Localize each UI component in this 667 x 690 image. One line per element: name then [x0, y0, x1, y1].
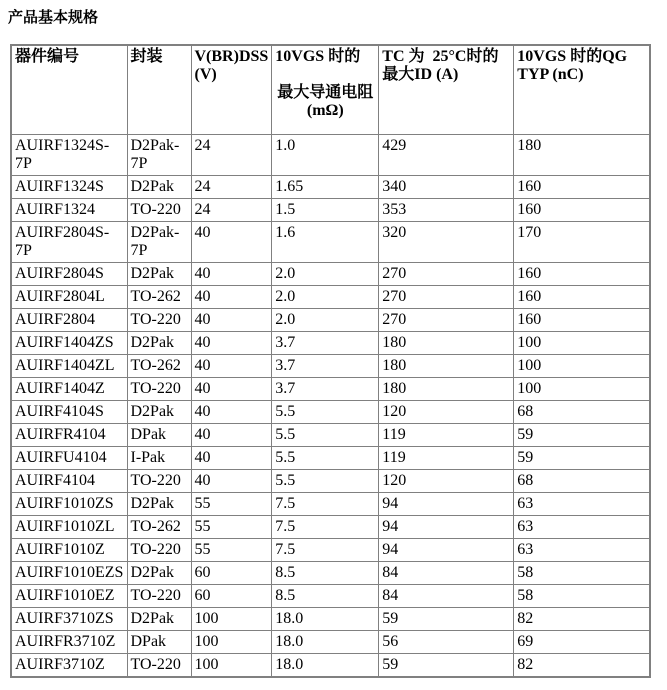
table-row — [11, 562, 650, 585]
cell-qg-typ: 63 — [514, 516, 650, 539]
cell-max-id: 353 — [379, 199, 514, 222]
cell-rdson: 5.5 — [272, 424, 379, 447]
cell-max-id: 429 — [379, 135, 514, 176]
cell-package: TO-220 — [127, 654, 191, 678]
cell-part-number: AUIRF3710ZS — [11, 608, 127, 631]
cell-max-id: 94 — [379, 493, 514, 516]
cell-part-number: AUIRF3710Z — [11, 654, 127, 678]
cell-max-id: 119 — [379, 424, 514, 447]
cell-package: D2Pak-7P — [127, 135, 191, 176]
cell-max-id: 180 — [379, 378, 514, 401]
cell-package: TO-220 — [127, 585, 191, 608]
cell-qg-typ: 160 — [514, 263, 650, 286]
cell-max-id: 94 — [379, 539, 514, 562]
cell-part-number: AUIRF1010EZ — [11, 585, 127, 608]
cell-package: DPak — [127, 424, 191, 447]
cell-qg-typ: 63 — [514, 493, 650, 516]
cell-qg-typ: 59 — [514, 424, 650, 447]
cell-part-number: AUIRF1324 — [11, 199, 127, 222]
cell-max-id: 120 — [379, 401, 514, 424]
cell-part-number: AUIRFU4104 — [11, 447, 127, 470]
table-row — [11, 286, 650, 309]
cell-vbrdss: 100 — [191, 608, 272, 631]
header-line: 10VGS 时的 — [275, 48, 361, 65]
cell-part-number: AUIRF1010ZS — [11, 493, 127, 516]
table-row — [11, 608, 650, 631]
table-row — [11, 199, 650, 222]
table-row — [11, 309, 650, 332]
cell-package: TO-262 — [127, 286, 191, 309]
cell-rdson: 2.0 — [272, 263, 379, 286]
cell-package: D2Pak — [127, 608, 191, 631]
cell-vbrdss: 40 — [191, 309, 272, 332]
cell-max-id: 180 — [379, 332, 514, 355]
cell-max-id: 84 — [379, 585, 514, 608]
cell-package: DPak — [127, 631, 191, 654]
cell-part-number: AUIRF1010EZS — [11, 562, 127, 585]
cell-qg-typ: 63 — [514, 539, 650, 562]
header-line: V(BR)DSS — [194, 48, 269, 65]
column-header-qg-typ — [514, 45, 650, 135]
header-line: (mΩ) — [306, 102, 344, 119]
cell-vbrdss: 40 — [191, 222, 272, 263]
cell-rdson: 1.6 — [272, 222, 379, 263]
cell-package: TO-220 — [127, 470, 191, 493]
cell-vbrdss: 40 — [191, 401, 272, 424]
table-row — [11, 539, 650, 562]
column-header-rdson — [272, 45, 379, 135]
cell-part-number: AUIRF2804L — [11, 286, 127, 309]
cell-qg-typ: 82 — [514, 608, 650, 631]
cell-max-id: 270 — [379, 309, 514, 332]
cell-vbrdss: 55 — [191, 516, 272, 539]
cell-package: I-Pak — [127, 447, 191, 470]
product-spec-table — [10, 44, 651, 678]
cell-qg-typ: 59 — [514, 447, 650, 470]
table-row — [11, 654, 650, 678]
cell-qg-typ: 58 — [514, 585, 650, 608]
cell-part-number: AUIRF1010ZL — [11, 516, 127, 539]
cell-rdson: 7.5 — [272, 539, 379, 562]
cell-package: D2Pak-7P — [127, 222, 191, 263]
cell-rdson: 5.5 — [272, 401, 379, 424]
cell-rdson: 1.0 — [272, 135, 379, 176]
table-row — [11, 332, 650, 355]
cell-vbrdss: 40 — [191, 332, 272, 355]
cell-vbrdss: 40 — [191, 355, 272, 378]
table-row — [11, 631, 650, 654]
cell-rdson: 2.0 — [272, 309, 379, 332]
cell-rdson: 3.7 — [272, 378, 379, 401]
table-header — [11, 45, 650, 135]
column-header-max-id — [379, 45, 514, 135]
cell-package: TO-220 — [127, 378, 191, 401]
cell-rdson: 8.5 — [272, 585, 379, 608]
cell-part-number: AUIRF1404ZL — [11, 355, 127, 378]
header-line: 器件编号 — [15, 48, 80, 65]
column-header-package — [127, 45, 191, 135]
cell-vbrdss: 100 — [191, 631, 272, 654]
header-line: 封装 — [130, 48, 163, 65]
cell-part-number: AUIRF1404Z — [11, 378, 127, 401]
cell-part-number: AUIRF2804S — [11, 263, 127, 286]
cell-package: D2Pak — [127, 562, 191, 585]
cell-package: D2Pak — [127, 401, 191, 424]
cell-qg-typ: 100 — [514, 378, 650, 401]
cell-vbrdss: 40 — [191, 447, 272, 470]
cell-rdson: 8.5 — [272, 562, 379, 585]
cell-qg-typ: 180 — [514, 135, 650, 176]
cell-qg-typ: 160 — [514, 176, 650, 199]
table-row — [11, 516, 650, 539]
cell-part-number: AUIRF4104S — [11, 401, 127, 424]
cell-max-id: 270 — [379, 263, 514, 286]
cell-package: D2Pak — [127, 332, 191, 355]
cell-vbrdss: 55 — [191, 539, 272, 562]
cell-qg-typ: 58 — [514, 562, 650, 585]
cell-rdson: 1.65 — [272, 176, 379, 199]
header-line: 最大导通电阻 — [277, 84, 374, 101]
cell-vbrdss: 40 — [191, 470, 272, 493]
cell-rdson: 18.0 — [272, 654, 379, 678]
cell-rdson: 3.7 — [272, 332, 379, 355]
cell-max-id: 180 — [379, 355, 514, 378]
cell-rdson: 3.7 — [272, 355, 379, 378]
column-header-vbrdss — [191, 45, 272, 135]
cell-part-number: AUIRF4104 — [11, 470, 127, 493]
cell-rdson: 1.5 — [272, 199, 379, 222]
header-line: TC 为 25°C时的 — [382, 48, 499, 65]
table-row — [11, 176, 650, 199]
cell-max-id: 270 — [379, 286, 514, 309]
table-row — [11, 585, 650, 608]
cell-part-number: AUIRF1404ZS — [11, 332, 127, 355]
cell-rdson: 2.0 — [272, 286, 379, 309]
cell-vbrdss: 40 — [191, 286, 272, 309]
cell-package: D2Pak — [127, 493, 191, 516]
cell-qg-typ: 68 — [514, 401, 650, 424]
cell-qg-typ: 160 — [514, 199, 650, 222]
cell-vbrdss: 40 — [191, 378, 272, 401]
cell-package: TO-262 — [127, 355, 191, 378]
cell-max-id: 59 — [379, 654, 514, 678]
cell-part-number: AUIRF1324S-7P — [11, 135, 127, 176]
table-row — [11, 263, 650, 286]
cell-vbrdss: 40 — [191, 424, 272, 447]
cell-vbrdss: 24 — [191, 176, 272, 199]
cell-qg-typ: 69 — [514, 631, 650, 654]
table-row — [11, 222, 650, 263]
cell-max-id: 340 — [379, 176, 514, 199]
table-row — [11, 355, 650, 378]
table-row — [11, 378, 650, 401]
cell-max-id: 56 — [379, 631, 514, 654]
cell-max-id: 84 — [379, 562, 514, 585]
table-row — [11, 493, 650, 516]
cell-part-number: AUIRF2804 — [11, 309, 127, 332]
cell-rdson: 5.5 — [272, 447, 379, 470]
cell-max-id: 119 — [379, 447, 514, 470]
table-row — [11, 135, 650, 176]
cell-qg-typ: 160 — [514, 309, 650, 332]
cell-qg-typ: 160 — [514, 286, 650, 309]
cell-part-number: AUIRF1010Z — [11, 539, 127, 562]
cell-package: TO-220 — [127, 539, 191, 562]
cell-max-id: 59 — [379, 608, 514, 631]
cell-vbrdss: 40 — [191, 263, 272, 286]
header-line: TYP (nC) — [517, 66, 584, 83]
cell-package: D2Pak — [127, 263, 191, 286]
cell-max-id: 120 — [379, 470, 514, 493]
table-body — [11, 135, 650, 678]
cell-vbrdss: 24 — [191, 199, 272, 222]
cell-package: D2Pak — [127, 176, 191, 199]
cell-vbrdss: 60 — [191, 585, 272, 608]
cell-qg-typ: 100 — [514, 332, 650, 355]
cell-package: TO-220 — [127, 199, 191, 222]
cell-qg-typ: 68 — [514, 470, 650, 493]
table-header-row — [11, 45, 650, 135]
cell-rdson: 7.5 — [272, 493, 379, 516]
cell-vbrdss: 55 — [191, 493, 272, 516]
column-header-part-number — [11, 45, 127, 135]
cell-vbrdss: 24 — [191, 135, 272, 176]
cell-qg-typ: 100 — [514, 355, 650, 378]
cell-vbrdss: 100 — [191, 654, 272, 678]
table-row — [11, 401, 650, 424]
header-line: 10VGS 时的QG — [517, 48, 628, 65]
cell-qg-typ: 82 — [514, 654, 650, 678]
table-row — [11, 424, 650, 447]
header-line: (V) — [194, 66, 217, 83]
header-line: 最大ID (A) — [382, 66, 459, 83]
cell-part-number: AUIRFR4104 — [11, 424, 127, 447]
table-row — [11, 447, 650, 470]
cell-part-number: AUIRF2804S-7P — [11, 222, 127, 263]
cell-rdson: 5.5 — [272, 470, 379, 493]
cell-qg-typ: 170 — [514, 222, 650, 263]
cell-max-id: 320 — [379, 222, 514, 263]
cell-package: TO-220 — [127, 309, 191, 332]
cell-rdson: 7.5 — [272, 516, 379, 539]
cell-max-id: 94 — [379, 516, 514, 539]
cell-package: TO-262 — [127, 516, 191, 539]
table-row — [11, 470, 650, 493]
page-title: 产品基本规格 — [8, 10, 99, 26]
cell-rdson: 18.0 — [272, 608, 379, 631]
cell-rdson: 18.0 — [272, 631, 379, 654]
cell-part-number: AUIRFR3710Z — [11, 631, 127, 654]
cell-vbrdss: 60 — [191, 562, 272, 585]
cell-part-number: AUIRF1324S — [11, 176, 127, 199]
